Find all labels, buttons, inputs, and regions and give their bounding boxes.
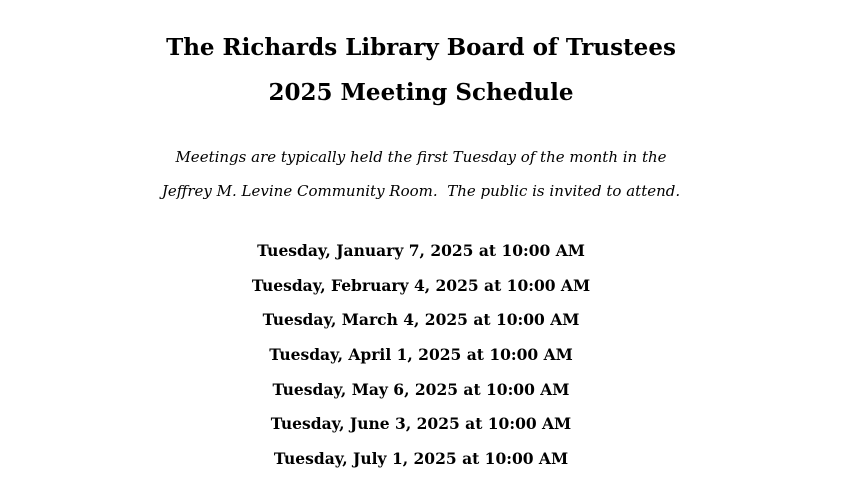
document-title: The Richards Library Board of Trustees (166, 34, 676, 61)
document-subtitle: 2025 Meeting Schedule (268, 79, 574, 106)
meeting-date-item: Tuesday, January 7, 2025 at 10:00 AM (257, 241, 585, 260)
meeting-date-item: Tuesday, April 1, 2025 at 10:00 AM (269, 345, 573, 365)
intro-text-line-2: Jeffrey M. Levine Community Room. The public is invited to attend. (161, 182, 681, 200)
meeting-date-item: Tuesday, May 6, 2025 at 10:00 AM (272, 379, 570, 399)
meeting-date-item: Tuesday, June 3, 2025 at 10:00 AM (270, 414, 572, 434)
meeting-date-item: Tuesday, February 4, 2025 at 10:00 AM (251, 275, 591, 295)
meeting-schedule-list (0, 241, 842, 484)
meeting-date-item: Tuesday, July 1, 2025 at 10:00 AM (273, 449, 569, 469)
intro-text-line-1: Meetings are typically held the first Tuesday of the month in the (175, 148, 667, 166)
meeting-date-item: Tuesday, March 4, 2025 at 10:00 AM (262, 310, 580, 330)
